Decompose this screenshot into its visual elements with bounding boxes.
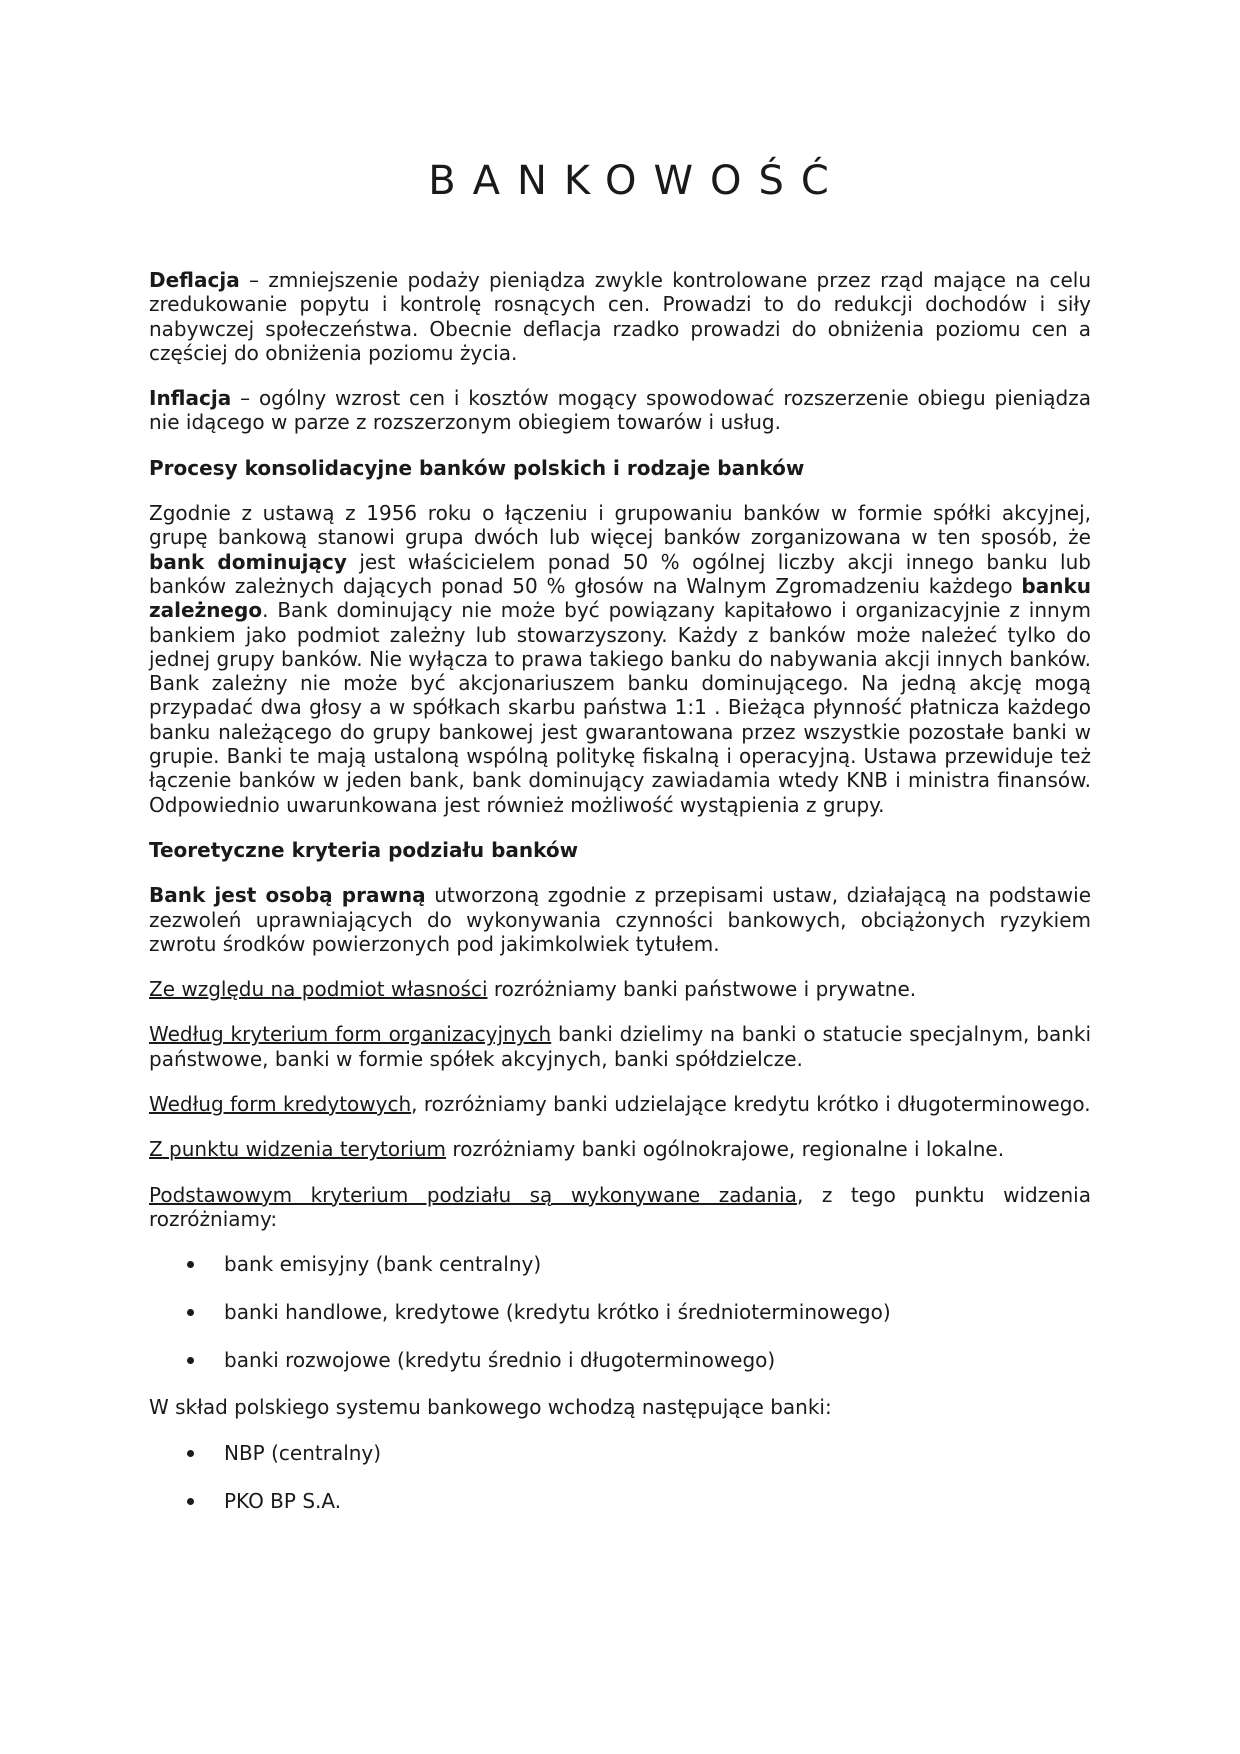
text-run: Zgodnie z ustawą z 1956 roku o łączeniu i grupowaniu banków w formie spółki akcyjnej, grupę bankową stanowi grupa dwóch lub więcej banków zorganizowana w ten sposób, że: [149, 501, 1091, 550]
paragraph-deflacja: [149, 268, 1091, 365]
list-item: banki rozwojowe (kredytu średnio i długoterminowego): [149, 1348, 1091, 1372]
paragraph-ownership: [149, 977, 1091, 1001]
polish-banks-list: [149, 1441, 1091, 1513]
text-run: utworzoną zgodnie z przepisami ustaw, działającą na podstawie zezwoleń uprawniających do wykonywania czynności bankowych, obciążonych ryzykiem zwrotu środków powierzonych pod jakimkolwiek tytułem.: [149, 883, 1092, 956]
paragraph-tasks: [149, 1183, 1091, 1232]
criterion-credit: Według form kredytowych: [149, 1092, 412, 1117]
term-bank-osoba-prawna: Bank jest osobą prawną: [149, 883, 426, 908]
text-run: , z tego punktu widzenia rozróżniamy:: [149, 1182, 1091, 1231]
paragraph-bank-definition: [149, 883, 1091, 956]
paragraph-bank-group: [149, 501, 1091, 817]
list-item: PKO BP S.A.: [149, 1489, 1091, 1513]
paragraph-territory: [149, 1137, 1091, 1161]
paragraph-credit: [149, 1092, 1091, 1116]
criterion-tasks: Podstawowym kryterium podziału są wykonywane zadania: [149, 1182, 797, 1207]
term-inflacja: Inflacja: [149, 386, 232, 411]
definition-deflacja: – zmniejszenie podaży pieniądza zwykle kontrolowane przez rząd mające na celu zredukowanie popytu i kontrolę rosnących cen. Prowadzi to do redukcji dochodów i siły nabywczej społeczeństwa. Obecnie deflacja rzadko prowadzi do obniżenia poziomu cen a częściej do obniżenia poziomu życia.: [149, 268, 1091, 365]
criterion-organizational: Według kryterium form organizacyjnych: [149, 1022, 552, 1047]
text-run: jest właścicielem ponad 50 % ogólnej liczby akcji innego banku lub banków zależnych dających ponad 50 % głosów na Walnym Zgromadzeniu każdego: [149, 549, 1091, 598]
term-deflacja: Deflacja: [149, 268, 240, 292]
section-heading-consolidation: Procesy konsolidacyjne banków polskich i rodzaje banków: [149, 455, 805, 480]
paragraph-inflacja: [149, 386, 1091, 435]
definition-inflacja: – ogólny wzrost cen i kosztów mogący spowodować rozszerzenie obiegu pieniądza nie idącego w parze z rozszerzonym obiegiem towarów i usług.: [149, 386, 1091, 435]
list-item: NBP (centralny): [149, 1441, 1091, 1465]
bank-types-list: [149, 1252, 1091, 1372]
list-item: bank emisyjny (bank centralny): [149, 1252, 1091, 1276]
section-heading-criteria: Teoretyczne kryteria podziału banków: [149, 837, 579, 862]
text-run: . Bank dominujący nie może być powiązany kapitałowo i organizacyjnie z innym bankiem jako podmiot zależny lub stowarzyszony. Każdy z banków może należeć tylko do jednej grupy banków. Nie wyłącza to prawa takiego banku do nabywania akcji innych banków. Bank zależny nie może być akcjonariuszem banku dominującego. Na jedną akcję mogą przypadać dwa głosy a w spółkach skarbu państwa 1:1 . Bieżąca płynność płatnicza każdego banku należącego do grupy bankowej jest gwarantowana przez wszystkie pozostałe banki w grupie. Banki te mają ustaloną wspólną politykę fiskalną i operacyjną. Ustawa przewiduje też łączenie banków w jeden bank, bank dominujący zawiadamia wtedy KNB i ministra finansów. Odpowiednio uwarunkowana jest również możliwość wystąpienia z grupy.: [149, 598, 1091, 817]
paragraph-organizational: [149, 1022, 1091, 1071]
text-run: rozróżniamy banki ogólnokrajowe, regionalne i lokalne.: [446, 1137, 1005, 1162]
term-bank-zalezny: banku zależnego: [149, 573, 1091, 623]
list-item: banki handlowe, kredytowe (kredytu krótko i średnioterminowego): [149, 1300, 1091, 1324]
paragraph-system: W skład polskiego systemu bankowego wchodzą następujące banki:: [149, 1395, 832, 1420]
document-title: BANKOWOŚĆ: [428, 158, 846, 204]
term-bank-dominujacy: bank dominujący: [149, 549, 347, 574]
document-body: [149, 268, 1091, 1536]
criterion-territory: Z punktu widzenia terytorium: [149, 1137, 447, 1162]
text-run: , rozróżniamy banki udzielające kredytu krótko i długoterminowego.: [411, 1092, 1091, 1117]
text-run: rozróżniamy banki państwowe i prywatne.: [487, 977, 917, 1002]
text-run: banki dzielimy na banki o statucie specjalnym, banki państwowe, banki w formie spółek akcyjnych, banki spółdzielcze.: [149, 1022, 1092, 1071]
criterion-ownership: Ze względu na podmiot własności: [149, 977, 488, 1002]
